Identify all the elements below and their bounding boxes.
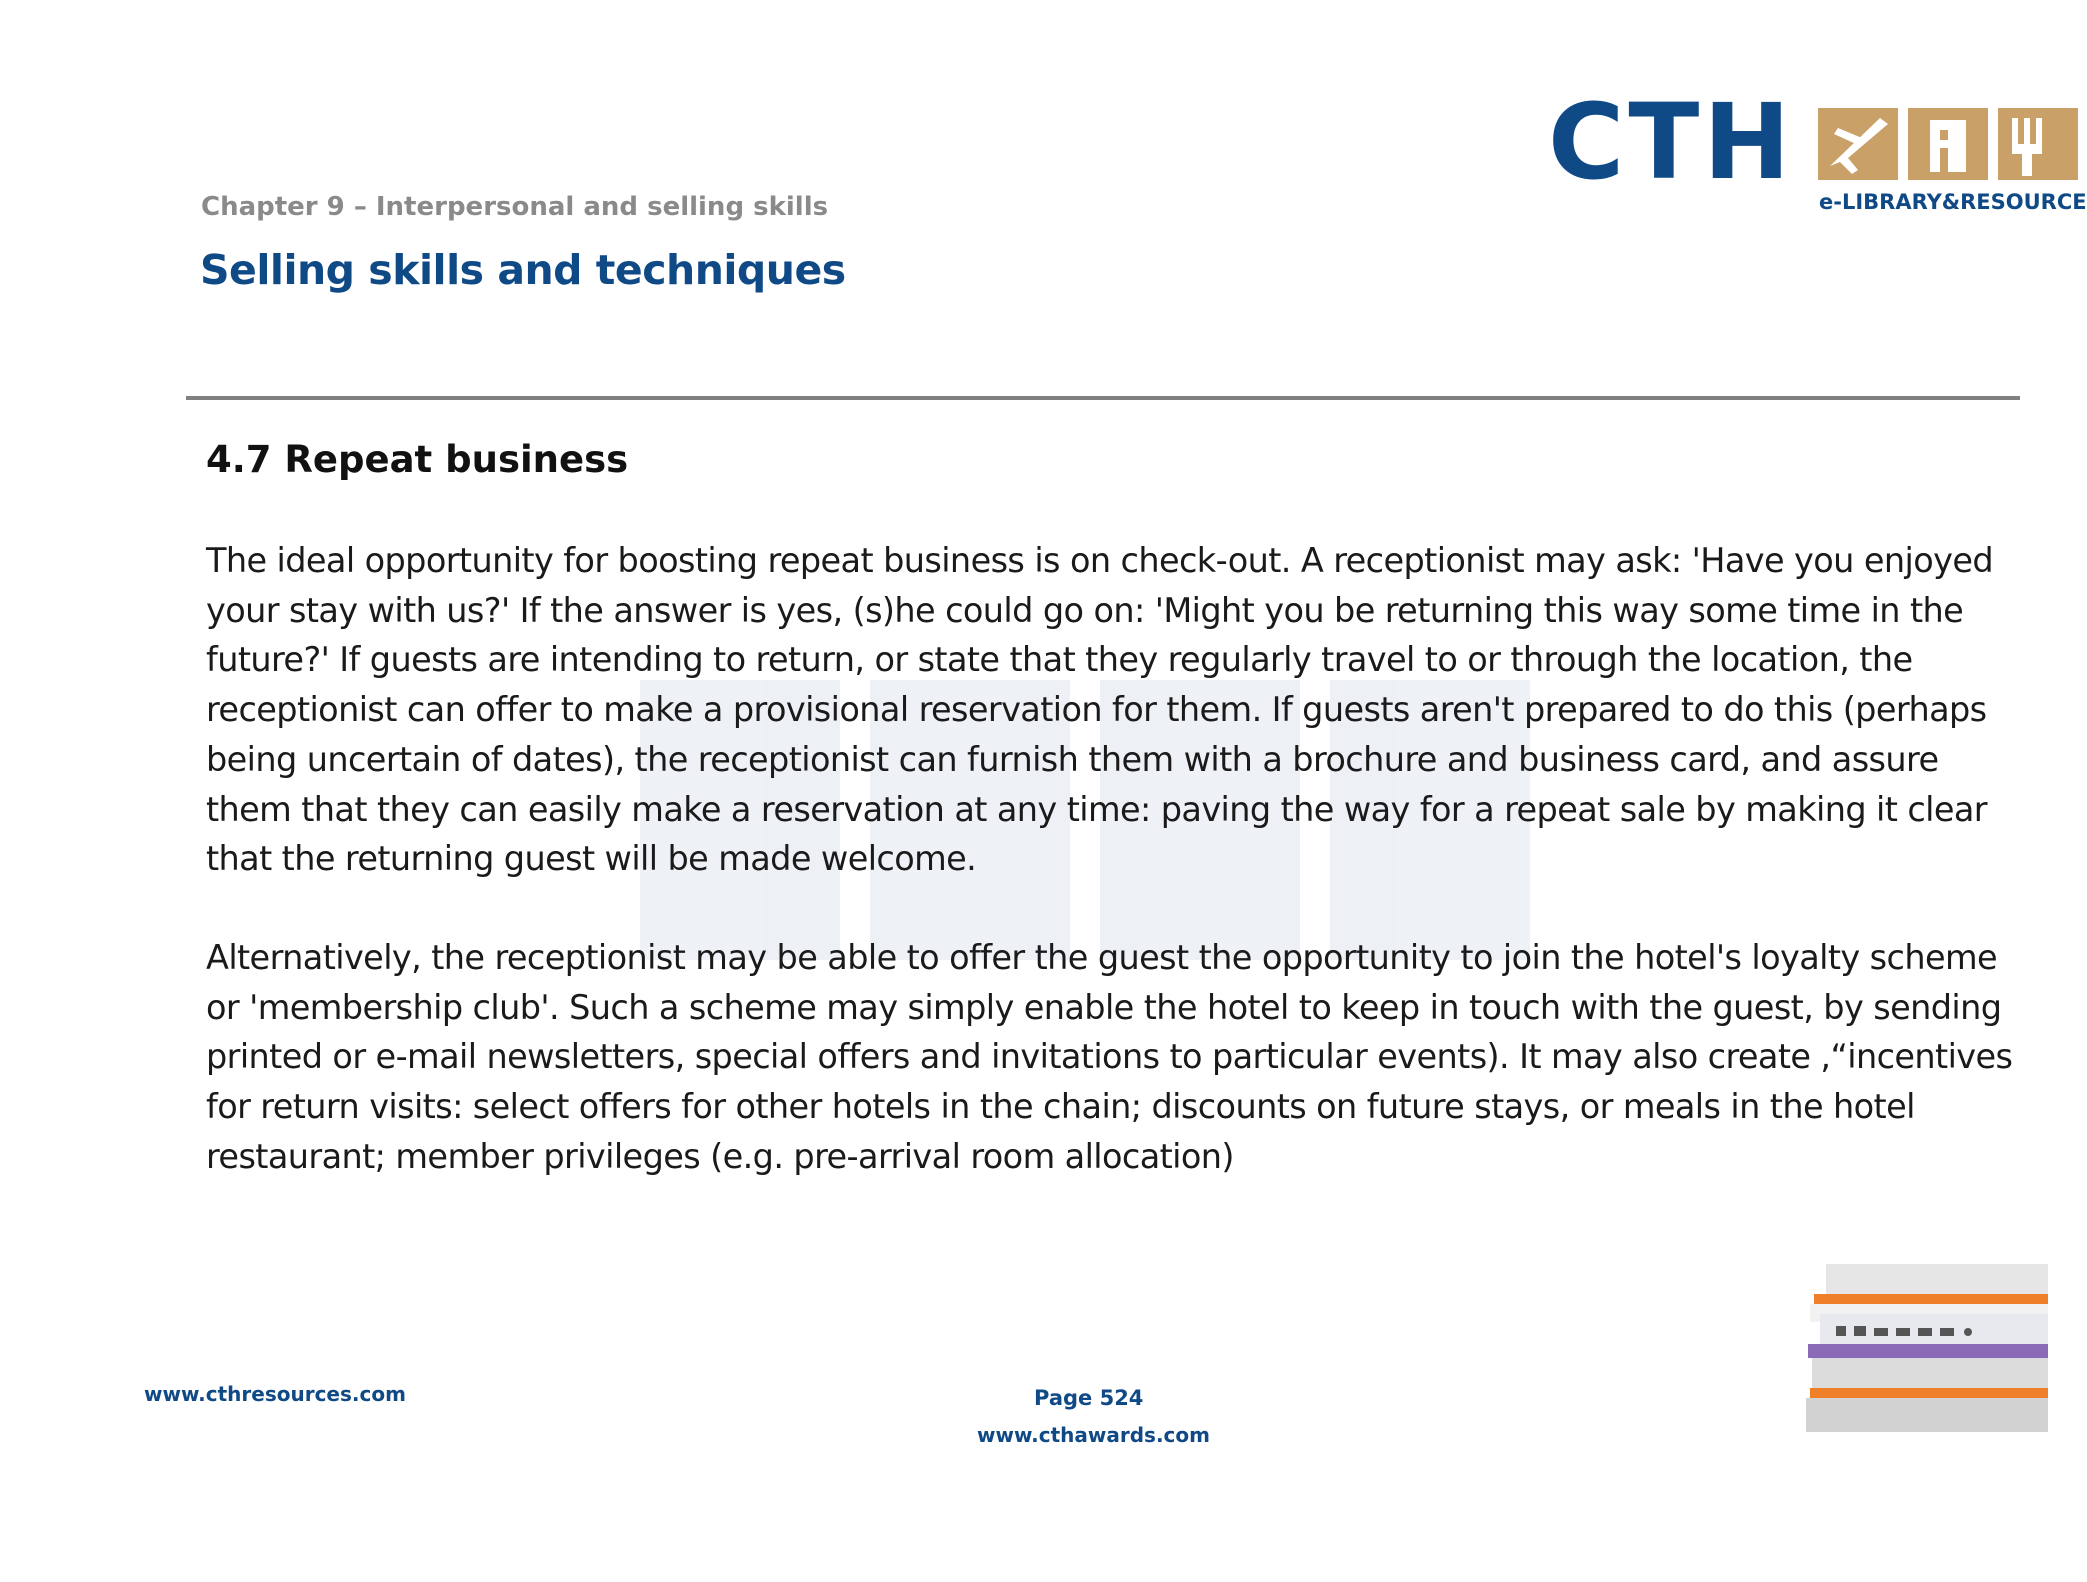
fork-icon (1998, 108, 2078, 180)
airplane-icon (1818, 108, 1898, 180)
logo-wordmark: CTH (1548, 81, 1795, 203)
page-number: Page 524 (1034, 1386, 1144, 1410)
body-paragraph-1: The ideal opportunity for boosting repeat business is on check-out. A receptionist may ask: 'Have you enjoyed your stay with us?' If the answer is yes, (s)he could go on: 'Might you be returning this way some time in the future?' If guests are intending to return, or state that they regularly travel to or through the location, the receptionist can offer to make a provisional reservation for them. If guests aren't prepared to do this (perhaps being uncertain of dates), the receptionist can furnish them with a brochure and business card, and assure them that they can easily make a reservation at any time: paving the way for a repeat sale by making it clear that the returning guest will be made welcome. (206, 541, 1993, 879)
body-paragraph-2: Alternatively, the receptionist may be able to offer the guest the opportunity to join the hotel's loyalty scheme or 'membership club'. Such a scheme may simply enable the hotel to keep in touch with the guest, by sending printed or e-mail newsletters, special offers and invitations to particular events). It may also create ,“incentives for return visits: select offers for other hotels in the chain; discounts on future stays, or meals in the hotel restaurant; member privileges (e.g. pre-arrival room allocation) (206, 938, 2013, 1176)
section-heading: 4.7 Repeat business (206, 438, 629, 481)
logo-subtitle: e-LIBRARY&RESOURCE (1819, 190, 2087, 214)
footer-resources-link[interactable]: www.cthresources.com (144, 1382, 406, 1406)
page-title: Selling skills and techniques (200, 246, 846, 294)
header-divider (186, 396, 2020, 400)
cth-logo (1548, 81, 2087, 216)
footer-awards-link[interactable]: www.cthawards.com (977, 1423, 1210, 1447)
hotel-building-icon (1908, 108, 1988, 180)
chapter-label: Chapter 9 – Interpersonal and selling skills (201, 192, 829, 222)
book-stack-image (1806, 1264, 2048, 1432)
